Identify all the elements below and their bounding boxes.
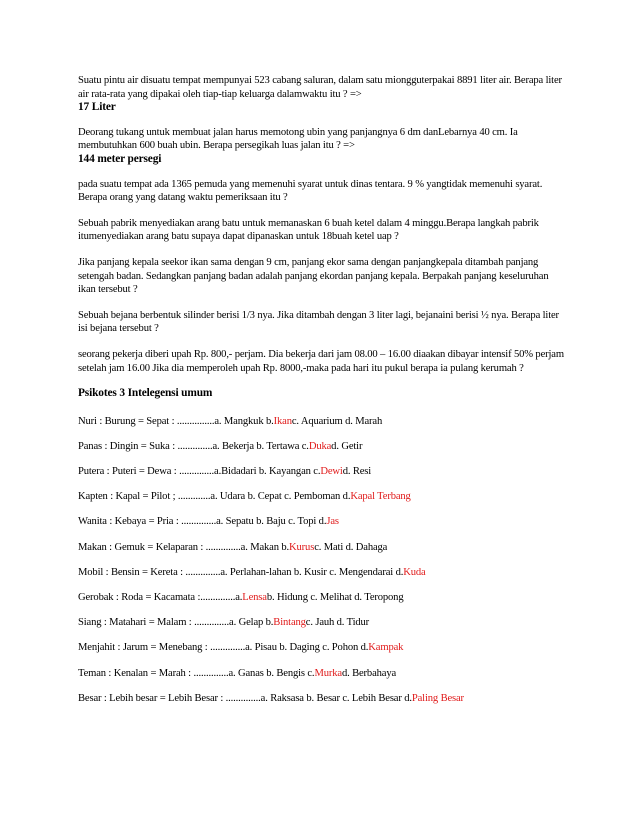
- question-7: seorang pekerja diberi upah Rp. 800,- perjam. Dia bekerja dari jam 08.00 – 16.00 diaakan dibayar intensif 50% perjam setelah jam 16.00 Jika dia memperoleh upah Rp. 8000,-maka pada hari itu pukul berapa ia pulang kerumah ?: [78, 348, 564, 374]
- analogy-question: Makan : Gemuk = Kelaparan : ..............a. Makan b.: [78, 541, 290, 553]
- analogy-answer: Murka: [314, 667, 342, 679]
- answer-2: 144 meter persegi: [78, 152, 162, 165]
- analogy-item: [78, 667, 566, 681]
- analogy-item: [78, 541, 566, 555]
- question-1: Suatu pintu air disuatu tempat mempunyai 523 cabang saluran, dalam satu miongguterpakai 8891 liter air. Berapa liter air rata-rata yang dipakai oleh tiap-tiap keluarga dalamwaktu itu ? =>: [78, 75, 562, 100]
- analogy-rest: d. Getir: [331, 440, 363, 452]
- analogy-answer: Kurus: [289, 541, 315, 553]
- question-4: Sebuah pabrik menyediakan arang batu untuk memanaskan 6 buah ketel dalam 4 minggu.Berapa langkah pabrik itumenyediakan arang batu supaya dapat dipanaskan untuk 18buah ketel uap ?: [78, 217, 539, 243]
- analogy-item: [78, 490, 566, 504]
- analogy-rest: d. Berbahaya: [341, 667, 397, 679]
- analogy-item: [78, 591, 566, 605]
- analogy-question: Teman : Kenalan = Marah : ..............a. Ganas b. Bengis c.: [78, 667, 315, 679]
- analogy-item: [78, 566, 566, 580]
- analogy-answer: Ikan: [273, 415, 292, 427]
- analogy-item: [78, 515, 566, 529]
- analogy-item: [78, 692, 566, 706]
- analogy-rest: c. Jauh d. Tidur: [305, 617, 370, 629]
- analogy-answer: Dewi: [320, 466, 343, 478]
- analogy-answer: Kampak: [368, 642, 404, 654]
- question-2: Deorang tukang untuk membuat jalan harus memotong ubin yang panjangnya 6 dm danLebarnya 40 cm. Ia membutuhkan 600 buah ubin. Berapa persegikah luas jalan itu ? =>: [78, 126, 518, 152]
- analogy-answer: Bintang: [273, 617, 306, 629]
- analogy-question: Gerobak : Roda = Kacamata :..............a.: [78, 592, 243, 603]
- analogy-rest: d. Resi: [342, 466, 372, 478]
- analogy-rest: b. Hidung c. Melihat d. Teropong: [266, 592, 404, 603]
- analogy-item: [78, 440, 566, 454]
- analogy-answer: Kapal Terbang: [350, 491, 411, 503]
- analogy-answer: Jas: [326, 516, 339, 528]
- analogy-question: Mobil : Bensin = Kereta : ..............a. Perlahan-lahan b. Kusir c. Mengendarai d.: [78, 566, 404, 578]
- analogy-question: Nuri : Burung = Sepat : ...............a. Mangkuk b.: [78, 415, 274, 427]
- analogy-list: [78, 415, 566, 706]
- question-6: Sebuah bejana berbentuk silinder berisi 1/3 nya. Jika ditambah dengan 3 liter lagi, bejanaini berisi ½ nya. Berapa liter isi bejana tersebut ?: [78, 309, 559, 335]
- analogy-item: [78, 465, 566, 479]
- analogy-answer: Kuda: [403, 566, 426, 578]
- analogy-item: [78, 415, 566, 429]
- question-3: pada suatu tempat ada 1365 pemuda yang memenuhi syarat untuk dinas tentara. 9 % yangtidak memenuhi syarat. Berapa orang yang datang waktu pemeriksaan itu ?: [78, 178, 543, 204]
- analogy-answer: Paling Besar: [411, 692, 464, 704]
- analogy-question: Besar : Lebih besar = Lebih Besar : ..............a. Raksasa b. Besar c. Lebih Besar d.: [78, 692, 412, 704]
- analogy-question: Menjahit : Jarum = Menebang : ..............a. Pisau b. Daging c. Pohon d.: [78, 642, 369, 654]
- analogy-question: Wanita : Kebaya = Pria : ..............a. Sepatu b. Baju c. Topi d.: [78, 516, 327, 528]
- analogy-item: [78, 641, 566, 655]
- document-page: [78, 74, 566, 717]
- answer-1: 17 Liter: [78, 101, 116, 114]
- analogy-question: Kapten : Kapal = Pilot ; .............a. Udara b. Cepat c. Pemboman d.: [78, 491, 351, 503]
- analogy-answer: Lensa: [242, 592, 267, 603]
- question-5: Jika panjang kepala seekor ikan sama dengan 9 cm, panjang ekor sama dengan panjangkepala ditambah panjang setengah badan. Sedangkan panjang badan adalah panjang ekordan panjang kepala. Berpakah panjang keseluruhan ikan tersebut ?: [78, 256, 549, 296]
- analogy-item: [78, 616, 566, 630]
- analogy-rest: c. Mati d. Dahaga: [314, 541, 388, 553]
- analogy-rest: c. Aquarium d. Marah: [291, 415, 383, 427]
- analogy-answer: Duka: [308, 440, 332, 452]
- analogy-question: Siang : Matahari = Malam : ..............a. Gelap b.: [78, 617, 274, 629]
- analogy-question: Putera : Puteri = Dewa : ..............a.Bidadari b. Kayangan c.: [78, 466, 321, 478]
- section-title: Psikotes 3 Intelegensi umum: [78, 387, 213, 400]
- analogy-question: Panas : Dingin = Suka : ..............a. Bekerja b. Tertawa c.: [78, 440, 309, 452]
